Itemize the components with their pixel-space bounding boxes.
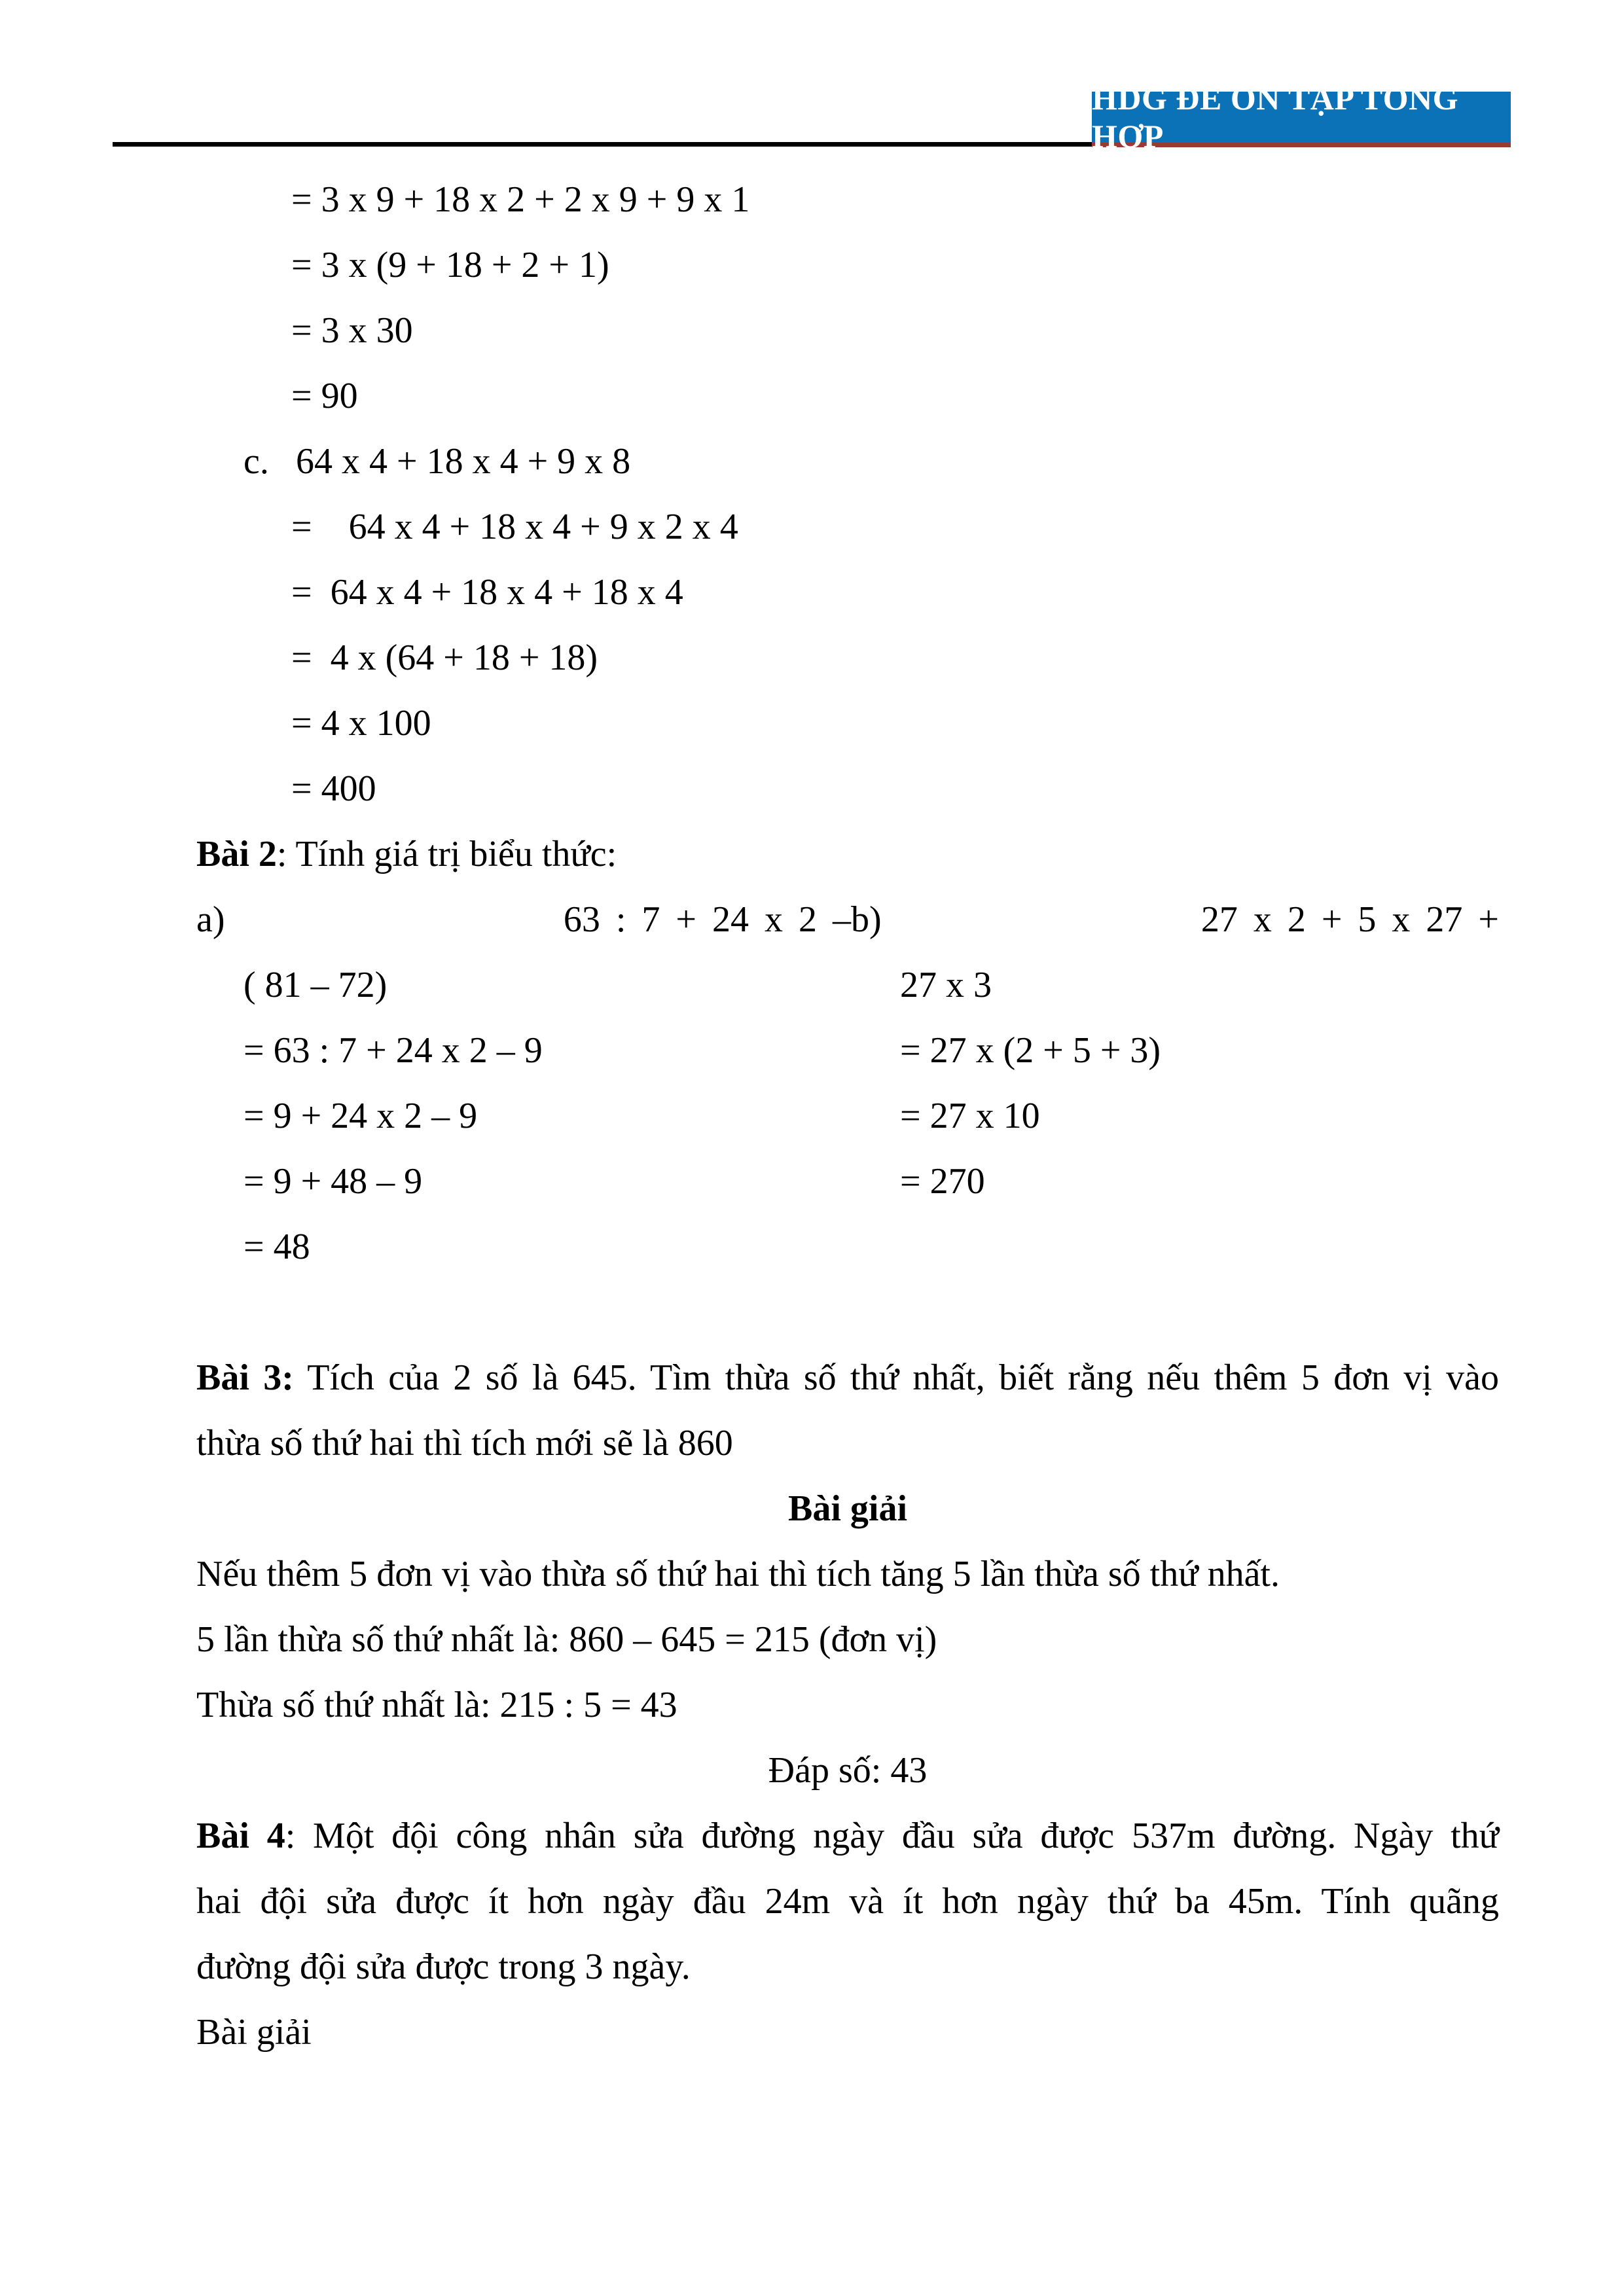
equation-line: = 9 + 24 x 2 – 9 <box>244 1096 478 1136</box>
equation-line: = 64 x 4 + 18 x 4 + 18 x 4 <box>291 572 683 613</box>
bai2-items-row <box>196 887 1499 952</box>
equation-line: = 4 x 100 <box>291 703 431 744</box>
bai2-heading-label: Bài 2 <box>196 834 277 874</box>
equation-line: = 90 <box>291 376 358 416</box>
bai2-item-a-label: a) <box>196 899 225 940</box>
bai2-item-b-expression: 27 x 2 + 5 x 27 + <box>1200 899 1499 940</box>
bai2-item-b-label: b) <box>851 899 882 940</box>
bai4-solution-title: Bài giải <box>196 2012 312 2053</box>
header-rule <box>113 142 1092 147</box>
bai3-answer: Đáp số: 43 <box>768 1750 928 1791</box>
bai4-problem-line-3: đường đội sửa được trong 3 ngày. <box>196 1946 691 1987</box>
bai2-item-a <box>196 887 851 952</box>
bai3-problem-line-2: thừa số thứ hai thì tích mới sẽ là 860 <box>196 1423 733 1463</box>
bai4-problem-text: : Một đội công nhân sửa đường ngày đầu sửa được 537m đường. Ngày thứ <box>285 1816 1500 1856</box>
equation-line: = 3 x 30 <box>291 310 413 351</box>
header-badge-label: HDG ĐỀ ÔN TẬP TỔNG HỢP <box>1092 80 1459 154</box>
bai3-solution-line: 5 lần thừa số thứ nhất là: 860 – 645 = 215 (đơn vị) <box>196 1619 937 1660</box>
bai3-solution-line: Nếu thêm 5 đơn vị vào thừa số thứ hai thì tích tăng 5 lần thừa số thứ nhất. <box>196 1554 1280 1594</box>
equation-line: = 400 <box>291 768 376 809</box>
equation-line: = 48 <box>244 1227 310 1267</box>
equation-line: ( 81 – 72) <box>244 965 388 1005</box>
equation-line: = 27 x 10 <box>900 1096 1040 1136</box>
bai2-item-b <box>851 887 1499 952</box>
page-content <box>196 167 1499 2065</box>
bai4-problem-line-1 <box>196 1803 1499 1869</box>
bai2-heading <box>196 821 1499 887</box>
blank-line <box>196 1280 1499 1345</box>
equation-line: = 9 + 48 – 9 <box>244 1161 423 1202</box>
equation-line: = 64 x 4 + 18 x 4 + 9 x 2 x 4 <box>291 507 738 547</box>
equation-line: = 4 x (64 + 18 + 18) <box>291 637 598 678</box>
bai4-heading-label: Bài 4 <box>196 1816 285 1856</box>
bai3-solution-title: Bài giải <box>787 1488 908 1529</box>
part-c-label: c. <box>244 441 269 482</box>
bai3-solution-line: Thừa số thứ nhất là: 215 : 5 = 43 <box>196 1685 677 1725</box>
equation-line: = 3 x 9 + 18 x 2 + 2 x 9 + 9 x 1 <box>291 179 750 220</box>
part-c-expression: 64 x 4 + 18 x 4 + 9 x 8 <box>296 441 631 482</box>
equation-line <box>900 1214 1499 1280</box>
header-badge <box>1092 80 1511 154</box>
bai3-heading-label: Bài 3: <box>196 1357 294 1398</box>
equation-line: 27 x 3 <box>900 965 992 1005</box>
equation-line: = 27 x (2 + 5 + 3) <box>900 1030 1161 1071</box>
equation-line: = 3 x (9 + 18 + 2 + 1) <box>291 245 609 285</box>
bai2-heading-text: : Tính giá trị biểu thức: <box>276 834 617 874</box>
bai2-item-a-expression: 63 : 7 + 24 x 2 – <box>563 899 851 940</box>
part-c-line <box>196 429 1499 494</box>
equation-line: = 270 <box>900 1161 985 1202</box>
bai3-problem-line-1 <box>196 1345 1499 1410</box>
bai2-solution-columns <box>196 952 1499 1280</box>
bai3-problem-text: Tích của 2 số là 645. Tìm thừa số thứ nhất, biết rằng nếu thêm 5 đơn vị vào <box>307 1357 1499 1398</box>
equation-line: = 63 : 7 + 24 x 2 – 9 <box>244 1030 543 1071</box>
bai4-problem-line-2: hai đội sửa được ít hơn ngày đầu 24m và ít hơn ngày thứ ba 45m. Tính quãng <box>196 1881 1499 1922</box>
